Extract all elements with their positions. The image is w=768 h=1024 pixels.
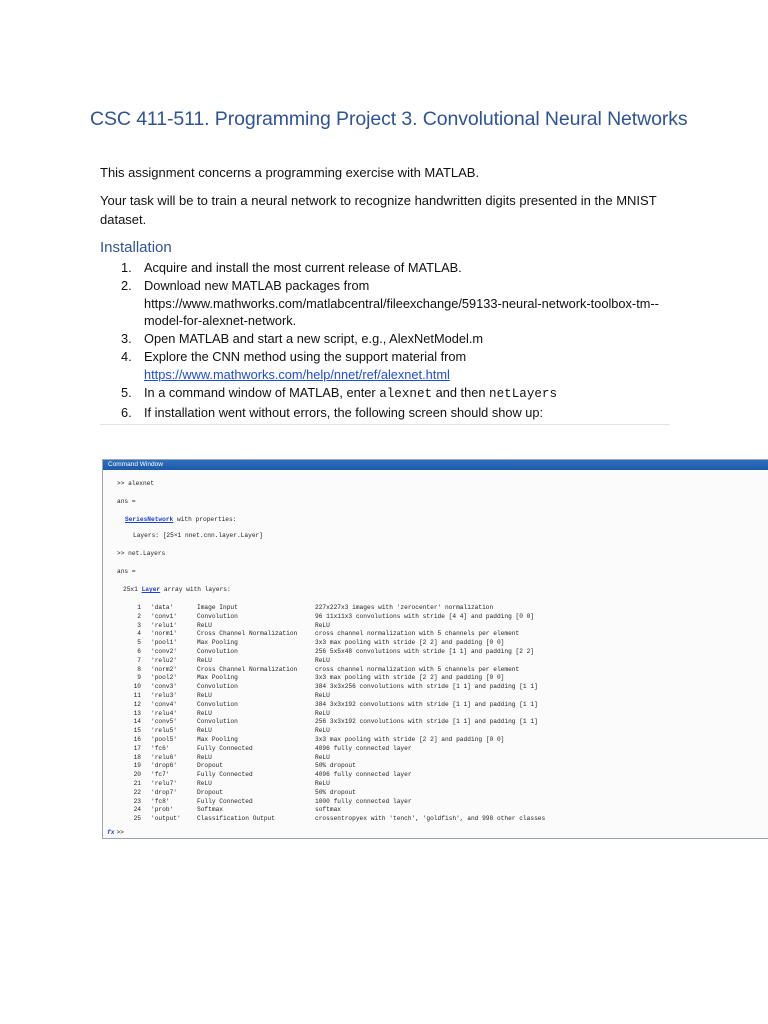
- layer-type: Dropout: [197, 762, 223, 770]
- step-text: Open MATLAB and start a new script, e.g., AlexNetModel.m: [144, 331, 484, 347]
- layer-index: 12: [133, 700, 141, 708]
- layer-name: 'relu7': [151, 780, 177, 787]
- package-url: https://www.mathworks.com/matlabcentral/fileexchange/59133-neural-network-toolbox-tm--model-for-alexnet-network.: [144, 295, 659, 329]
- step-2: [100, 277, 680, 330]
- step-text: If installation went without errors, the following screen should show up:: [144, 405, 544, 421]
- cmd-alexnet: >> alexnet: [117, 480, 155, 487]
- step-1: [100, 259, 680, 277]
- step-number: 3.: [121, 331, 132, 347]
- layer-name: 'pool2': [151, 674, 177, 682]
- layer-type: Fully Connected: [197, 771, 253, 779]
- matlab-command-window: [102, 459, 768, 839]
- layer-description: 96 11x11x3 convolutions with stride [4 4] and padding [0 0]: [315, 612, 535, 620]
- layer-name: 'conv1': [151, 612, 177, 620]
- command-window-title: Command Window: [103, 460, 768, 470]
- layer-type: Convolution: [197, 683, 238, 691]
- layer-index: 16: [133, 736, 141, 743]
- layer-index: 8: [137, 665, 141, 673]
- series-network-link[interactable]: SeriesNetwork: [125, 516, 174, 523]
- layer-name: 'drop6': [151, 762, 177, 770]
- layers-property: Layers: [25×1 nnet.cnn.layer.Layer]: [133, 532, 263, 539]
- layer-type: ReLU: [197, 780, 212, 787]
- layer-name: 'relu6': [151, 753, 177, 761]
- layer-type: Dropout: [197, 788, 223, 796]
- step-number: 5.: [121, 385, 132, 401]
- ans-label: ans =: [117, 498, 136, 505]
- layer-description: crossentropyex with 'tench', 'goldfish', and 998 other classes: [315, 815, 546, 823]
- layer-index: 24: [133, 806, 141, 814]
- layer-description: softmax: [315, 806, 341, 814]
- layer-index: 3: [137, 621, 141, 629]
- step-6: [100, 404, 680, 422]
- series-network-line: SeriesNetwork with properties:: [125, 516, 237, 523]
- layer-name: 'pool1': [151, 639, 177, 647]
- layer-type: ReLU: [197, 709, 212, 717]
- layer-name: 'relu5': [151, 727, 177, 735]
- layer-type: Softmax: [197, 806, 223, 814]
- layer-index: 19: [133, 762, 141, 770]
- layer-index: 2: [137, 612, 141, 620]
- layer-description: ReLU: [315, 621, 330, 629]
- step-number: 4.: [121, 349, 132, 365]
- layer-type: Cross Channel Normalization: [197, 665, 298, 673]
- step-text: Download new MATLAB packages from: [144, 278, 370, 294]
- layer-description: ReLU: [315, 780, 330, 787]
- layer-description: 256 3x3x192 convolutions with stride [1 1] and padding [1 1]: [315, 718, 538, 726]
- layer-index: 14: [133, 718, 141, 726]
- layer-description: cross channel normalization with 5 channels per element: [315, 665, 520, 673]
- alexnet-doc-link[interactable]: https://www.mathworks.com/help/nnet/ref/alexnet.html: [144, 367, 450, 383]
- layer-type: Max Pooling: [197, 736, 238, 743]
- layer-description: ReLU: [315, 692, 330, 699]
- step-3: [100, 330, 680, 348]
- layer-description: 384 3x3x256 convolutions with stride [1 1] and padding [1 1]: [315, 683, 538, 691]
- layer-description: ReLU: [315, 709, 330, 717]
- cmd-net-layers: >> net.Layers: [117, 550, 166, 557]
- layer-description: 4096 fully connected layer: [315, 744, 412, 752]
- layer-description: ReLU: [315, 727, 330, 735]
- layer-name: 'fc7': [151, 771, 170, 779]
- layer-name: 'conv3': [151, 683, 177, 691]
- divider: [100, 424, 670, 425]
- layer-index: 25: [133, 815, 141, 823]
- step-number: 1.: [121, 260, 132, 275]
- layer-array-line: 25x1 Layer array with layers:: [123, 586, 231, 593]
- command-prompt[interactable]: fx >>: [107, 829, 124, 836]
- layer-index: 5: [137, 639, 141, 647]
- layer-link[interactable]: Layer: [141, 586, 161, 593]
- layer-index: 10: [133, 683, 141, 691]
- layer-name: 'pool5': [151, 736, 177, 743]
- task-paragraph: Your task will be to train a neural network to recognize handwritten digits presented in the MNIST dataset.: [100, 193, 657, 227]
- layer-type: Max Pooling: [197, 639, 238, 647]
- layer-description: 227x227x3 images with 'zerocenter' normalization: [315, 604, 494, 611]
- layer-type: ReLU: [197, 753, 212, 761]
- layer-type: Image Input: [197, 604, 238, 611]
- layer-type: Cross Channel Normalization: [197, 630, 298, 638]
- layer-index: 9: [137, 674, 141, 682]
- step-text: Explore the CNN method using the support material from: [144, 349, 467, 365]
- layer-name: 'conv2': [151, 648, 177, 655]
- layer-name: 'conv5': [151, 718, 177, 726]
- layer-index: 20: [133, 771, 141, 779]
- layer-index: 4: [137, 630, 141, 638]
- step-5: [100, 384, 680, 404]
- step-text-mid: and then: [432, 385, 490, 401]
- layer-index: 23: [133, 797, 141, 805]
- layer-index: 22: [133, 788, 141, 796]
- command-window-output: [103, 470, 768, 838]
- step-number: 2.: [121, 278, 132, 294]
- installation-heading: Installation: [100, 239, 172, 256]
- layer-type: Convolution: [197, 648, 238, 655]
- layer-name: 'conv4': [151, 700, 177, 708]
- layer-description: 3x3 max pooling with stride [2 2] and padding [0 0]: [315, 639, 505, 647]
- layer-description: 3x3 max pooling with stride [2 2] and padding [0 0]: [315, 736, 505, 743]
- layer-index: 6: [137, 648, 141, 655]
- layer-name: 'relu2': [151, 656, 177, 664]
- layer-type: Fully Connected: [197, 797, 253, 805]
- fx-icon: fx: [107, 829, 115, 836]
- step-number: 6.: [121, 405, 132, 421]
- layer-name: 'fc6': [151, 744, 170, 752]
- layer-name: 'output': [151, 815, 181, 823]
- document-title: CSC 411-511. Programming Project 3. Convolutional Neural Networks: [90, 108, 688, 130]
- layer-index: 17: [133, 744, 141, 752]
- layer-type: ReLU: [197, 621, 212, 629]
- layer-index: 21: [133, 780, 141, 787]
- layer-type: Max Pooling: [197, 674, 238, 682]
- layer-description: ReLU: [315, 753, 330, 761]
- layer-type: ReLU: [197, 656, 212, 664]
- layer-name: 'fc8': [151, 797, 170, 805]
- layer-name: 'drop7': [151, 788, 177, 796]
- layer-type: ReLU: [197, 727, 212, 735]
- layer-description: 1000 fully connected layer: [315, 797, 412, 805]
- layer-name: 'norm2': [151, 665, 177, 673]
- layer-type: Fully Connected: [197, 744, 253, 752]
- layer-index: 11: [133, 692, 141, 699]
- layer-index: 15: [133, 727, 141, 735]
- layer-description: ReLU: [315, 656, 330, 664]
- step-text: Acquire and install the most current release of MATLAB.: [144, 260, 462, 275]
- layer-description: 256 5x5x48 convolutions with stride [1 1] and padding [2 2]: [315, 648, 535, 655]
- layer-name: 'relu3': [151, 692, 177, 699]
- code-alexnet: alexnet: [379, 387, 433, 402]
- layer-description: 50% dropout: [315, 788, 356, 796]
- layer-name: 'prob': [151, 806, 174, 814]
- layer-index: 18: [133, 753, 141, 761]
- layer-description: 50% dropout: [315, 762, 356, 770]
- layer-type: Convolution: [197, 612, 238, 620]
- ans-label: ans =: [117, 568, 136, 575]
- layer-name: 'relu1': [151, 621, 177, 629]
- installation-steps: [100, 259, 680, 422]
- layer-type: Convolution: [197, 700, 238, 708]
- layer-type: Classification Output: [197, 815, 275, 823]
- layer-description: cross channel normalization with 5 channels per element: [315, 630, 520, 638]
- step-4: [100, 348, 680, 383]
- layer-index: 7: [137, 656, 141, 664]
- layer-type: Convolution: [197, 718, 238, 726]
- layer-name: 'data': [151, 604, 174, 611]
- layer-index: 13: [133, 709, 141, 717]
- layer-name: 'relu4': [151, 709, 177, 717]
- intro-paragraph: This assignment concerns a programming exercise with MATLAB.: [100, 165, 480, 180]
- code-netlayers: netLayers: [489, 387, 558, 402]
- layer-description: 384 3x3x192 convolutions with stride [1 1] and padding [1 1]: [315, 700, 538, 708]
- layer-index: 1: [137, 604, 141, 611]
- layer-description: 3x3 max pooling with stride [2 2] and padding [0 0]: [315, 674, 505, 682]
- layer-type: ReLU: [197, 692, 212, 699]
- layer-name: 'norm1': [151, 630, 177, 638]
- step-text: In a command window of MATLAB, enter: [144, 385, 380, 401]
- layer-description: 4096 fully connected layer: [315, 771, 412, 779]
